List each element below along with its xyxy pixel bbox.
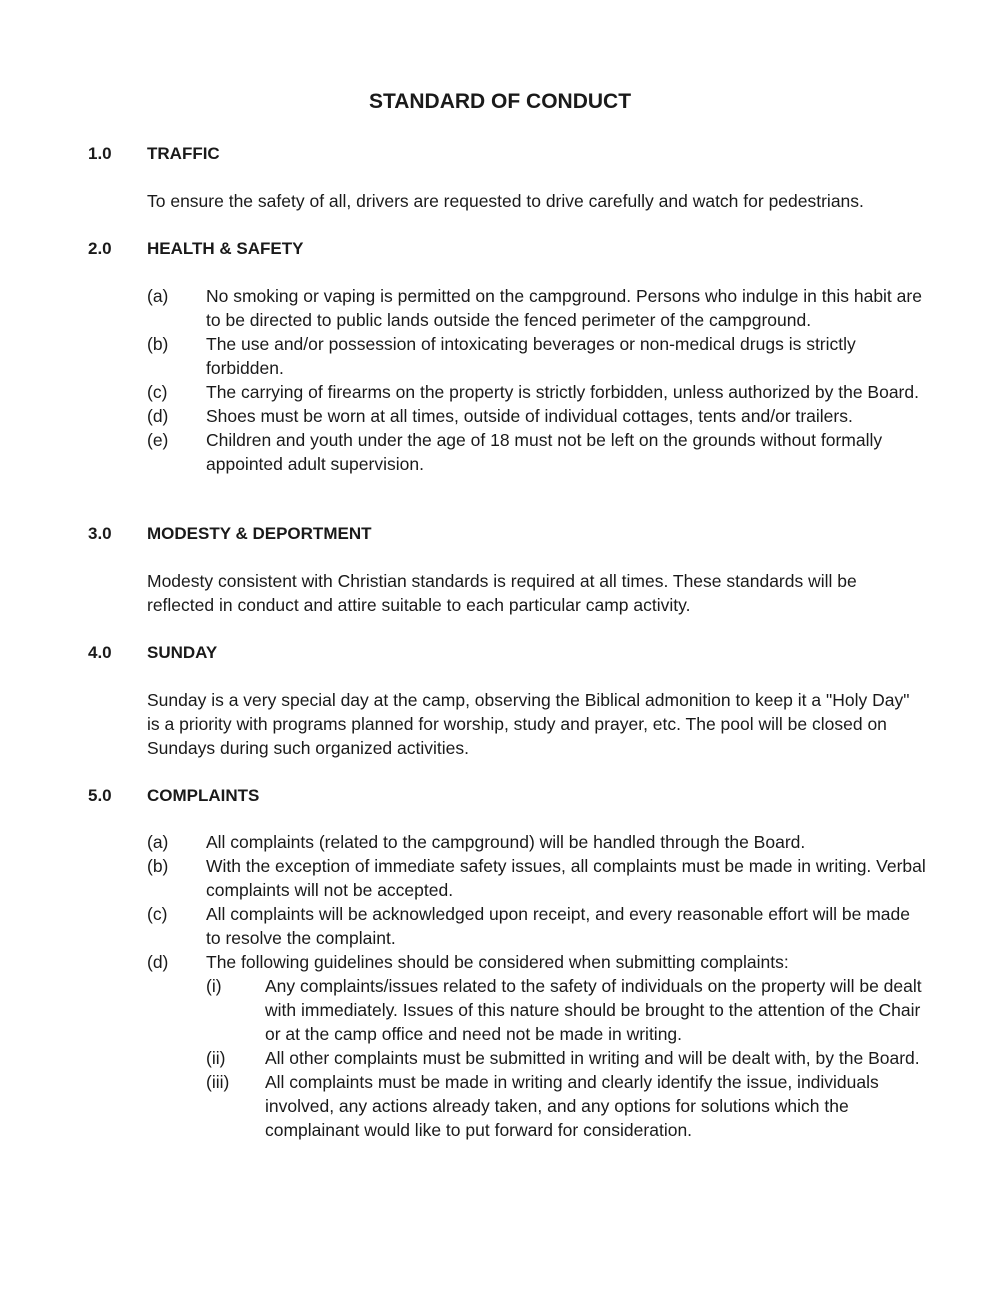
sublist-marker: (iii) <box>206 1072 230 1092</box>
list-item-text: Children and youth under the age of 18 must not be left on the grounds without formally appointed adult supervision. <box>206 430 883 474</box>
list-marker: (b) <box>147 856 169 876</box>
section-paragraph-modesty: Modesty consistent with Christian standards is required at all times. These standards will be reflected in conduct and attire suitable to each particular camp activity. <box>147 571 857 615</box>
section-title: SUNDAY <box>147 643 218 662</box>
sublist-marker: (i) <box>206 976 222 996</box>
list-item-text: All complaints (related to the campground) will be handled through the Board. <box>206 832 806 852</box>
list-item-text: Shoes must be worn at all times, outside of individual cottages, tents and/or trailers. <box>206 406 853 426</box>
complaints-list <box>147 830 927 1142</box>
list-item <box>147 428 927 476</box>
section-title: TRAFFIC <box>147 144 220 163</box>
sublist-item <box>206 974 927 1046</box>
list-item <box>147 950 927 1142</box>
list-marker: (b) <box>147 334 169 354</box>
section-title: COMPLAINTS <box>147 786 260 805</box>
section-number: 5.0 <box>88 786 112 805</box>
list-item <box>147 284 927 332</box>
list-item <box>147 332 927 380</box>
section-number: 2.0 <box>88 239 112 258</box>
list-item-text: The carrying of firearms on the property is strictly forbidden, unless authorized by the Board. <box>206 382 919 402</box>
list-item <box>147 404 927 428</box>
list-item <box>147 380 927 404</box>
guidelines-sublist <box>206 974 927 1142</box>
list-marker: (d) <box>147 406 169 426</box>
section-paragraph-sunday: Sunday is a very special day at the camp, observing the Biblical admonition to keep it a "Holy Day" is a priority with programs planned for worship, study and prayer, etc. The pool will be closed on Sundays during such organized activities. <box>147 690 910 758</box>
sublist-item-text: All complaints must be made in writing and clearly identify the issue, individuals involved, any actions already taken, and any options for solutions which the complainant would like to put forward for consideration. <box>265 1072 879 1140</box>
list-marker: (d) <box>147 952 169 972</box>
list-item-text: No smoking or vaping is permitted on the campground. Persons who indulge in this habit are to be directed to public lands outside the fenced perimeter of the campground. <box>206 286 922 330</box>
list-item-text: The use and/or possession of intoxicating beverages or non-medical drugs is strictly forbidden. <box>206 334 856 378</box>
section-number: 1.0 <box>88 144 112 163</box>
section-title: MODESTY & DEPORTMENT <box>147 524 372 543</box>
sublist-marker: (ii) <box>206 1048 226 1068</box>
list-marker: (a) <box>147 286 169 306</box>
page-title: STANDARD OF CONDUCT <box>368 90 632 113</box>
sublist-item-text: All other complaints must be submitted in writing and will be dealt with, by the Board. <box>265 1048 920 1068</box>
section-number: 4.0 <box>88 643 112 662</box>
list-item <box>147 830 927 854</box>
health-safety-list <box>147 284 927 476</box>
list-marker: (a) <box>147 832 169 852</box>
sublist-item <box>206 1046 927 1070</box>
sublist-item <box>206 1070 927 1142</box>
section-paragraph-traffic: To ensure the safety of all, drivers are requested to drive carefully and watch for pedestrians. <box>147 191 864 211</box>
list-marker: (e) <box>147 430 169 450</box>
list-item-text: With the exception of immediate safety issues, all complaints must be made in writing. Verbal complaints will not be accepted. <box>206 856 926 900</box>
list-item-text: The following guidelines should be considered when submitting complaints: <box>206 952 789 972</box>
list-marker: (c) <box>147 382 168 402</box>
list-item <box>147 902 927 950</box>
sublist-item-text: Any complaints/issues related to the safety of individuals on the property will be dealt with immediately. Issues of this nature should be brought to the attention of the Chair or at the camp office and need not be made in writing. <box>265 976 922 1044</box>
list-item-text: All complaints will be acknowledged upon receipt, and every reasonable effort will be made to resolve the complaint. <box>206 904 910 948</box>
list-item <box>147 854 927 902</box>
list-marker: (c) <box>147 904 168 924</box>
section-number: 3.0 <box>88 524 112 543</box>
section-title: HEALTH & SAFETY <box>147 239 304 258</box>
